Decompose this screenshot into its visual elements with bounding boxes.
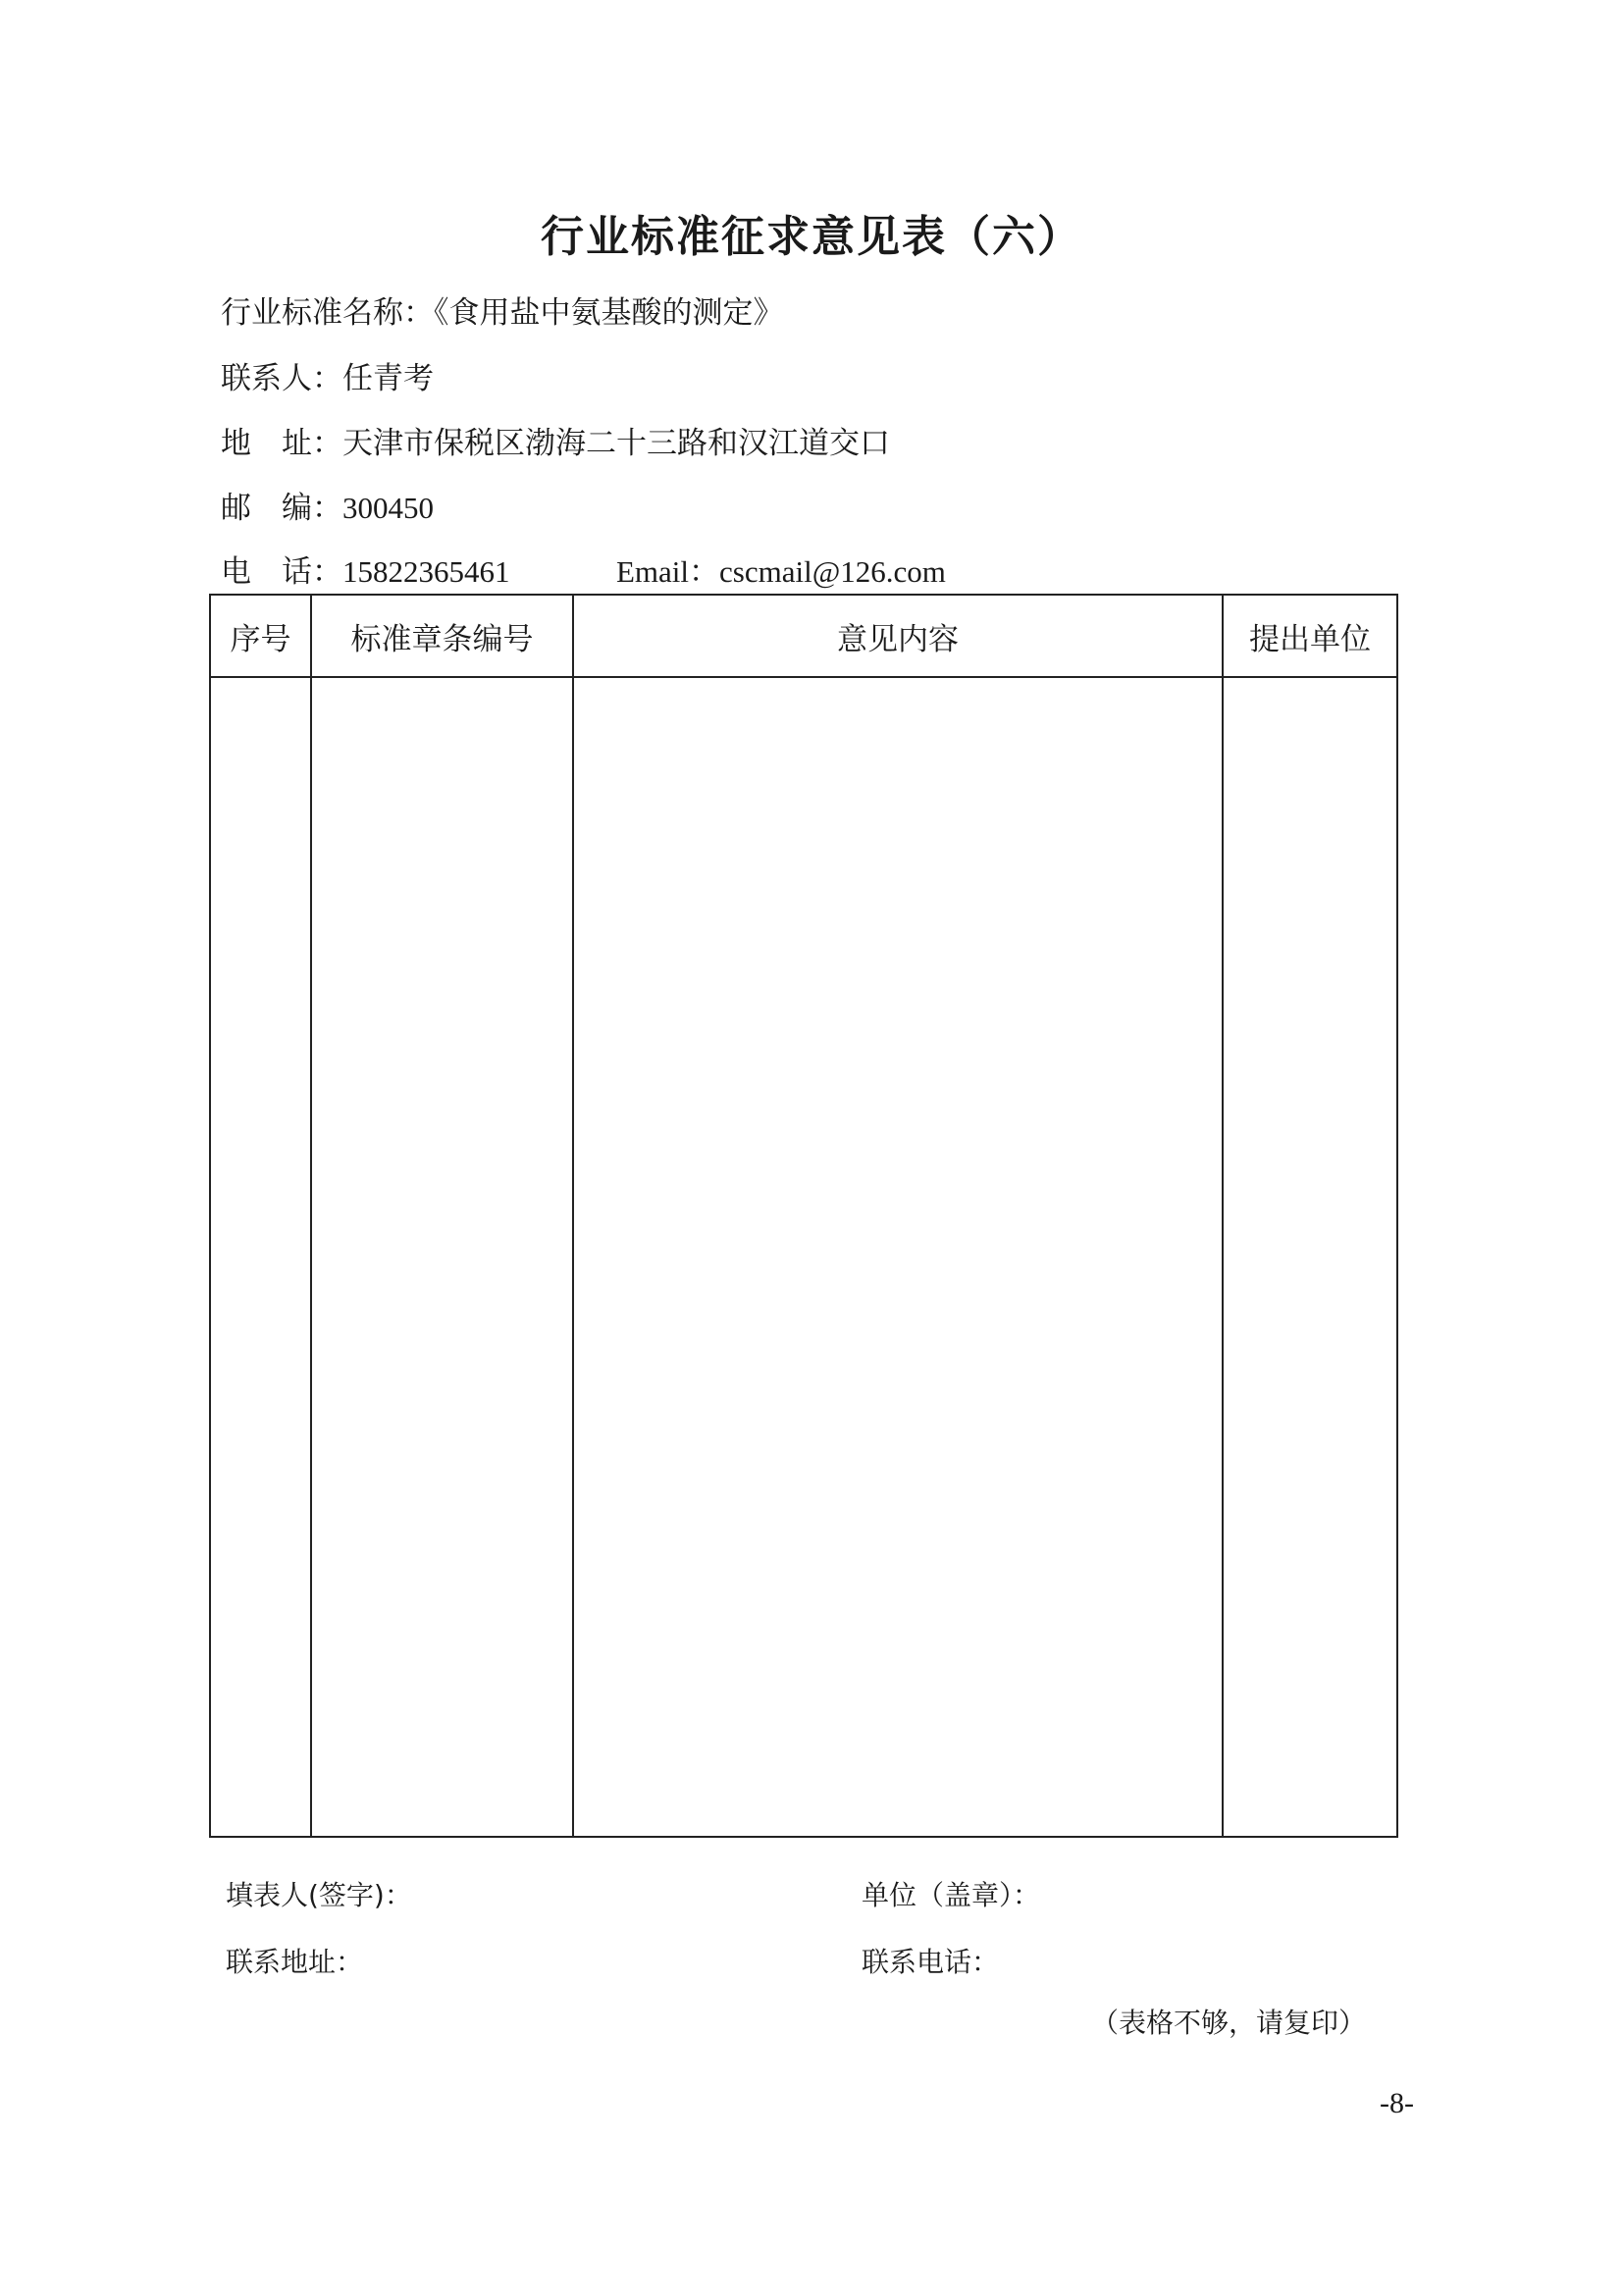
page-number: -8- (1380, 2087, 1414, 2119)
address-line (221, 418, 890, 462)
phone-label: 电 话： (221, 554, 342, 590)
table-header-row (210, 595, 1397, 677)
email-line (616, 547, 946, 591)
column-header-opinion: 意见内容 (573, 595, 1223, 677)
email-label: Email： (616, 554, 720, 589)
address-value: 天津市保税区渤海二十三路和汉江道交口 (342, 426, 890, 461)
column-header-clause-number: 标准章条编号 (311, 595, 573, 677)
contact-address-field: 联系地址： (226, 1946, 364, 1978)
copy-note: （表格不够，请复印） (1090, 2007, 1366, 2039)
column-header-serial: 序号 (210, 595, 311, 677)
unit-seal-field: 单位（盖章）： (862, 1879, 1041, 1911)
standard-name-label: 行业标准名称： (221, 295, 434, 331)
postcode-line (221, 483, 434, 527)
page-title: 行业标准征求意见表（六） (541, 212, 1082, 262)
cell-clause-number[interactable] (311, 677, 573, 1837)
standard-name-line (221, 287, 784, 332)
standard-name-value: 《食用盐中氨基酸的测定》 (434, 295, 784, 331)
contact-label: 联系人： (221, 361, 342, 396)
column-header-proposer: 提出单位 (1223, 595, 1397, 677)
phone-value: 15822365461 (342, 554, 510, 589)
contact-line (221, 353, 434, 397)
email-value: cscmail@126.com (719, 554, 946, 589)
cell-opinion[interactable] (573, 677, 1223, 1837)
filler-signature-field: 填表人(签字)： (226, 1879, 412, 1911)
contact-phone-field: 联系电话： (862, 1946, 1000, 1978)
table-row (210, 677, 1397, 1837)
address-label: 地 址： (221, 426, 342, 461)
opinion-table (209, 594, 1398, 1838)
contact-value: 任青考 (342, 361, 434, 396)
postcode-label: 邮 编： (221, 491, 342, 526)
cell-serial[interactable] (210, 677, 311, 1837)
phone-line (221, 547, 510, 591)
cell-proposer[interactable] (1223, 677, 1397, 1837)
postcode-value: 300450 (342, 491, 434, 525)
